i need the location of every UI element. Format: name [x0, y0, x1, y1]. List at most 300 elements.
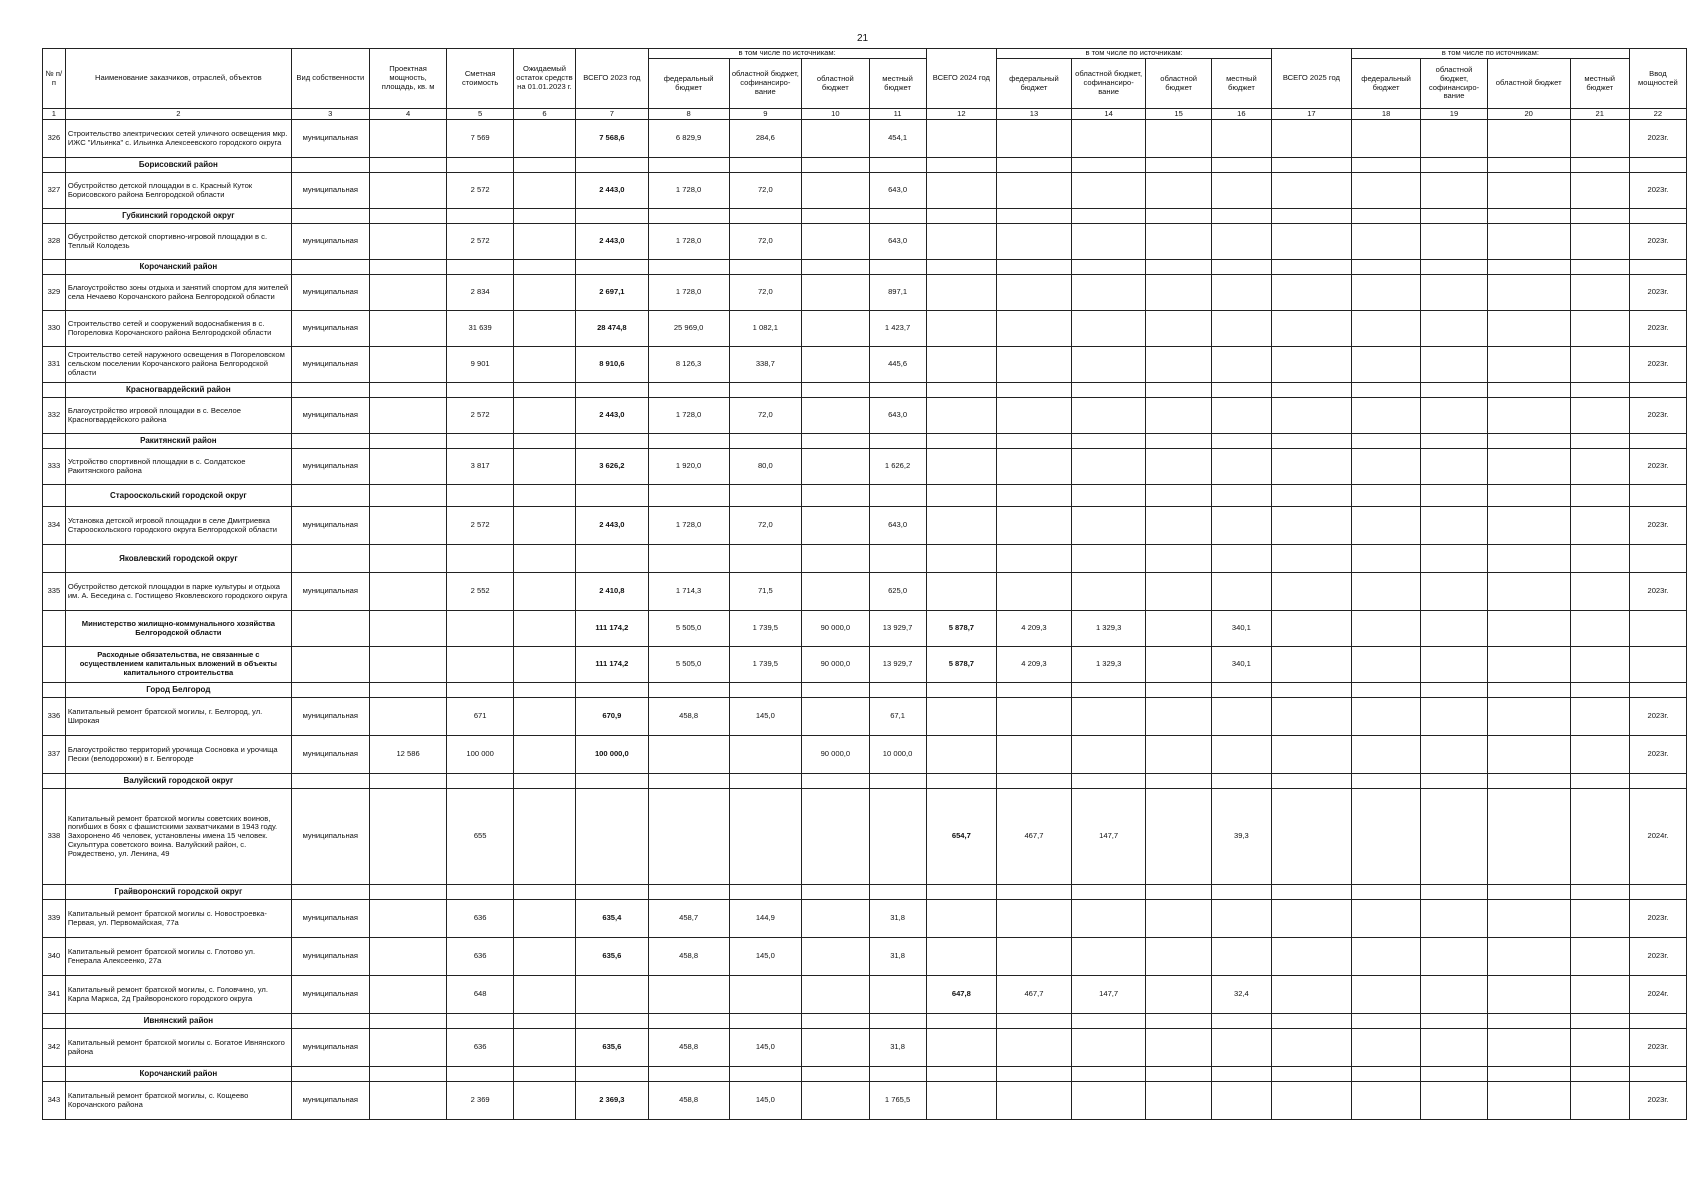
empty-cell — [1271, 1029, 1351, 1067]
empty-cell — [729, 1067, 802, 1082]
header-sources-2025: в том числе по источникам: — [1351, 49, 1629, 59]
empty-cell — [729, 383, 802, 398]
obl-2023: 90 000,0 — [802, 647, 869, 683]
object-name: Благоустройство игровой площадки в с. Веселое Красногвардейского района — [65, 398, 291, 434]
table-row — [43, 789, 1687, 885]
empty-cell — [926, 485, 997, 507]
mest-2023: 67,1 — [869, 698, 926, 736]
commission-year: 2023г. — [1629, 173, 1686, 209]
empty-cell — [1211, 485, 1271, 507]
empty-cell — [576, 383, 649, 398]
object-name: Капитальный ремонт братской могилы, с. Головчино, ул. Карла Маркса, 2д Грайворонского городского округа — [65, 976, 291, 1014]
total-2024 — [926, 347, 997, 383]
capacity — [369, 1029, 447, 1067]
obl-2024 — [1146, 647, 1211, 683]
empty-cell — [43, 260, 66, 275]
commission-year: 2023г. — [1629, 311, 1686, 347]
fed-2024 — [997, 900, 1072, 938]
empty-cell — [1629, 209, 1686, 224]
empty-cell — [1351, 573, 1420, 611]
commission-year: 2023г. — [1629, 1082, 1686, 1120]
empty-cell — [926, 545, 997, 573]
capacity: 12 586 — [369, 736, 447, 774]
header-total-2025: ВСЕГО 2025 год — [1271, 49, 1351, 109]
empty-cell — [729, 209, 802, 224]
empty-cell — [369, 647, 447, 683]
empty-cell — [926, 885, 997, 900]
empty-cell — [1421, 545, 1487, 573]
empty-cell — [1487, 120, 1570, 158]
empty-cell — [43, 774, 66, 789]
total-2023 — [576, 976, 649, 1014]
obl-cof-2023: 1 082,1 — [729, 311, 802, 347]
fed-2024 — [997, 698, 1072, 736]
empty-cell — [1421, 885, 1487, 900]
empty-cell — [369, 885, 447, 900]
object-name: Капитальный ремонт братской могилы советских воинов, погибших в боях с фашистскими захватчиками в 1943 году. Захоронено 46 человек, установлены имена 15 человек. Скульптура советского воина. Валуйский район, с. Рождествено, ул. Ленина, 49 — [65, 789, 291, 885]
fed-2023: 1 714,3 — [648, 573, 729, 611]
obl-2024 — [1146, 938, 1211, 976]
fed-2023: 458,8 — [648, 1029, 729, 1067]
obl-cof-2023 — [729, 789, 802, 885]
object-name: Установка детской игровой площадки в селе Дмитриевка Старооскольского городского округа Белгородской области — [65, 507, 291, 545]
empty-cell — [1570, 774, 1629, 789]
fed-2023: 1 920,0 — [648, 449, 729, 485]
estimate-cost: 2 572 — [447, 507, 513, 545]
row-number: 329 — [43, 275, 66, 311]
empty-cell — [447, 1067, 513, 1082]
object-name: Обустройство детской площадки в парке культуры и отдыха им. А. Беседина с. Гостищево Яковлевского городского округа — [65, 573, 291, 611]
empty-cell — [447, 485, 513, 507]
empty-cell — [1570, 683, 1629, 698]
empty-cell — [869, 885, 926, 900]
mest-2023: 10 000,0 — [869, 736, 926, 774]
empty-cell — [1487, 1082, 1570, 1120]
empty-cell — [1487, 976, 1570, 1014]
empty-cell — [1629, 158, 1686, 173]
empty-cell — [648, 683, 729, 698]
ownership: муниципальная — [291, 120, 369, 158]
fed-2024 — [997, 398, 1072, 434]
total-label: Расходные обязательства, не связанные с осуществлением капитальных вложений в объекты капитального строительства — [65, 647, 291, 683]
ownership: муниципальная — [291, 698, 369, 736]
empty-cell — [1351, 449, 1420, 485]
estimate-cost: 2 572 — [447, 398, 513, 434]
empty-cell — [1487, 647, 1570, 683]
empty-cell — [648, 885, 729, 900]
header-fed-2023: федеральный бюджет — [648, 59, 729, 109]
empty-cell — [1421, 698, 1487, 736]
ownership: муниципальная — [291, 507, 369, 545]
obl-2023 — [802, 698, 869, 736]
commission-year: 2023г. — [1629, 736, 1686, 774]
total-row — [43, 611, 1687, 647]
total-2024 — [926, 173, 997, 209]
empty-cell — [1421, 611, 1487, 647]
empty-cell — [1487, 224, 1570, 260]
remainder — [513, 789, 575, 885]
empty-cell — [1146, 209, 1211, 224]
empty-cell — [1570, 976, 1629, 1014]
row-number: 341 — [43, 976, 66, 1014]
empty-cell — [1271, 158, 1351, 173]
column-number: 12 — [926, 109, 997, 120]
header-obl-cof-2024: областной бюджет, софинансиро-вание — [1071, 59, 1146, 109]
header-mest-2023: местный бюджет — [869, 59, 926, 109]
commission-year: 2023г. — [1629, 938, 1686, 976]
empty-cell — [1271, 120, 1351, 158]
empty-cell — [1570, 573, 1629, 611]
empty-cell — [648, 383, 729, 398]
obl-2023 — [802, 573, 869, 611]
row-number: 331 — [43, 347, 66, 383]
empty-cell — [1271, 1014, 1351, 1029]
empty-cell — [1487, 774, 1570, 789]
obl-cof-2023: 72,0 — [729, 507, 802, 545]
empty-cell — [1146, 885, 1211, 900]
empty-cell — [1071, 158, 1146, 173]
mest-2024: 39,3 — [1211, 789, 1271, 885]
empty-cell — [1351, 173, 1420, 209]
empty-cell — [1487, 347, 1570, 383]
empty-cell — [926, 1014, 997, 1029]
capacity — [369, 224, 447, 260]
column-number: 13 — [997, 109, 1072, 120]
remainder — [513, 1029, 575, 1067]
mest-2024: 340,1 — [1211, 647, 1271, 683]
empty-cell — [1271, 789, 1351, 885]
total-2024 — [926, 900, 997, 938]
empty-cell — [1629, 683, 1686, 698]
estimate-cost: 2 572 — [447, 224, 513, 260]
empty-cell — [1351, 1014, 1420, 1029]
empty-cell — [1211, 383, 1271, 398]
empty-cell — [1146, 683, 1211, 698]
remainder — [513, 398, 575, 434]
empty-cell — [1570, 260, 1629, 275]
empty-cell — [291, 1014, 369, 1029]
empty-cell — [1351, 311, 1420, 347]
empty-cell — [1351, 224, 1420, 260]
empty-cell — [869, 260, 926, 275]
empty-cell — [1570, 275, 1629, 311]
empty-cell — [1351, 507, 1420, 545]
empty-cell — [447, 774, 513, 789]
capacity — [369, 789, 447, 885]
remainder — [513, 698, 575, 736]
empty-cell — [1271, 976, 1351, 1014]
column-number: 6 — [513, 109, 575, 120]
empty-cell — [1421, 311, 1487, 347]
fed-2023: 5 505,0 — [648, 611, 729, 647]
empty-cell — [1570, 647, 1629, 683]
empty-cell — [869, 1014, 926, 1029]
section-row — [43, 383, 1687, 398]
fed-2024 — [997, 275, 1072, 311]
table-row — [43, 507, 1687, 545]
mest-2024 — [1211, 398, 1271, 434]
header-estimate: Сметная стоимость — [447, 49, 513, 109]
header-sources-2024: в том числе по источникам: — [997, 49, 1272, 59]
empty-cell — [1570, 1082, 1629, 1120]
empty-cell — [1271, 545, 1351, 573]
empty-cell — [1421, 1014, 1487, 1029]
fed-2024 — [997, 347, 1072, 383]
empty-cell — [447, 260, 513, 275]
empty-cell — [1421, 1029, 1487, 1067]
section-title: Корочанский район — [65, 1067, 291, 1082]
empty-cell — [513, 885, 575, 900]
empty-cell — [1421, 976, 1487, 1014]
empty-cell — [1487, 1029, 1570, 1067]
empty-cell — [1487, 507, 1570, 545]
estimate-cost: 648 — [447, 976, 513, 1014]
obl-cof-2024: 147,7 — [1071, 976, 1146, 1014]
total-2024 — [926, 120, 997, 158]
obl-cof-2023: 71,5 — [729, 573, 802, 611]
ownership: муниципальная — [291, 573, 369, 611]
empty-cell — [648, 774, 729, 789]
empty-cell — [369, 158, 447, 173]
empty-cell — [1421, 383, 1487, 398]
empty-cell — [729, 545, 802, 573]
empty-cell — [291, 260, 369, 275]
obl-cof-2024: 147,7 — [1071, 789, 1146, 885]
empty-cell — [369, 545, 447, 573]
empty-cell — [447, 383, 513, 398]
column-number: 11 — [869, 109, 926, 120]
remainder — [513, 736, 575, 774]
obl-cof-2023: 72,0 — [729, 224, 802, 260]
empty-cell — [369, 1014, 447, 1029]
empty-cell — [729, 885, 802, 900]
empty-cell — [43, 885, 66, 900]
object-name: Обустройство детской площадки в с. Красный Куток Борисовского района Белгородской области — [65, 173, 291, 209]
empty-cell — [1487, 158, 1570, 173]
empty-cell — [447, 683, 513, 698]
empty-cell — [1211, 545, 1271, 573]
empty-cell — [576, 485, 649, 507]
empty-cell — [802, 434, 869, 449]
total-2024: 5 878,7 — [926, 647, 997, 683]
empty-cell — [1421, 736, 1487, 774]
mest-2024 — [1211, 347, 1271, 383]
header-number: № п/п — [43, 49, 66, 109]
empty-cell — [926, 1067, 997, 1082]
total-2023: 2 697,1 — [576, 275, 649, 311]
empty-cell — [447, 158, 513, 173]
fed-2023: 1 728,0 — [648, 398, 729, 434]
obl-cof-2024: 1 329,3 — [1071, 611, 1146, 647]
empty-cell — [447, 647, 513, 683]
empty-cell — [1211, 774, 1271, 789]
empty-cell — [1629, 647, 1686, 683]
section-title: Борисовский район — [65, 158, 291, 173]
obl-2023 — [802, 507, 869, 545]
fed-2024 — [997, 311, 1072, 347]
ownership: муниципальная — [291, 347, 369, 383]
capacity — [369, 900, 447, 938]
empty-cell — [43, 434, 66, 449]
header-fed-2024: федеральный бюджет — [997, 59, 1072, 109]
estimate-cost: 9 901 — [447, 347, 513, 383]
empty-cell — [729, 1014, 802, 1029]
empty-cell — [1421, 224, 1487, 260]
empty-cell — [1271, 774, 1351, 789]
empty-cell — [1351, 938, 1420, 976]
total-2023: 111 174,2 — [576, 647, 649, 683]
empty-cell — [513, 1067, 575, 1082]
empty-cell — [1351, 736, 1420, 774]
obl-2024 — [1146, 900, 1211, 938]
empty-cell — [869, 383, 926, 398]
column-number: 7 — [576, 109, 649, 120]
empty-cell — [997, 683, 1072, 698]
section-row — [43, 774, 1687, 789]
remainder — [513, 275, 575, 311]
fed-2023: 5 505,0 — [648, 647, 729, 683]
empty-cell — [1570, 158, 1629, 173]
table-row — [43, 976, 1687, 1014]
ownership: муниципальная — [291, 173, 369, 209]
fed-2024 — [997, 573, 1072, 611]
fed-2023: 458,8 — [648, 698, 729, 736]
empty-cell — [1146, 774, 1211, 789]
fed-2024: 467,7 — [997, 789, 1072, 885]
empty-cell — [1351, 120, 1420, 158]
estimate-cost: 7 569 — [447, 120, 513, 158]
ownership: муниципальная — [291, 938, 369, 976]
empty-cell — [648, 485, 729, 507]
total-2024: 647,8 — [926, 976, 997, 1014]
fed-2024 — [997, 449, 1072, 485]
obl-cof-2023: 72,0 — [729, 173, 802, 209]
mest-2023: 31,8 — [869, 1029, 926, 1067]
empty-cell — [1351, 347, 1420, 383]
empty-cell — [1271, 383, 1351, 398]
section-title: Красногвардейский район — [65, 383, 291, 398]
empty-cell — [1570, 736, 1629, 774]
column-number: 16 — [1211, 109, 1271, 120]
table-row — [43, 938, 1687, 976]
empty-cell — [291, 611, 369, 647]
object-name: Строительство сетей и сооружений водоснабжения в с. Погореловка Корочанского района Белгородской области — [65, 311, 291, 347]
empty-cell — [1271, 224, 1351, 260]
empty-cell — [1421, 774, 1487, 789]
ownership: муниципальная — [291, 900, 369, 938]
commission-year: 2023г. — [1629, 120, 1686, 158]
fed-2023: 1 728,0 — [648, 275, 729, 311]
empty-cell — [1351, 260, 1420, 275]
fed-2023: 458,7 — [648, 900, 729, 938]
empty-cell — [1487, 1014, 1570, 1029]
empty-cell — [802, 1014, 869, 1029]
empty-cell — [1211, 1067, 1271, 1082]
object-name: Благоустройство территорий урочища Сосновка и урочища Пески (велодорожки) в г. Белгороде — [65, 736, 291, 774]
empty-cell — [1570, 698, 1629, 736]
empty-cell — [43, 683, 66, 698]
empty-cell — [447, 885, 513, 900]
obl-cof-2024 — [1071, 736, 1146, 774]
empty-cell — [1570, 885, 1629, 900]
remainder — [513, 120, 575, 158]
empty-cell — [1351, 885, 1420, 900]
obl-cof-2023: 284,6 — [729, 120, 802, 158]
empty-cell — [1629, 885, 1686, 900]
table-row — [43, 698, 1687, 736]
empty-cell — [997, 260, 1072, 275]
remainder — [513, 224, 575, 260]
empty-cell — [997, 885, 1072, 900]
total-2024 — [926, 736, 997, 774]
obl-2023 — [802, 449, 869, 485]
empty-cell — [1351, 383, 1420, 398]
column-number: 22 — [1629, 109, 1686, 120]
empty-cell — [1071, 383, 1146, 398]
empty-cell — [802, 158, 869, 173]
empty-cell — [43, 158, 66, 173]
empty-cell — [1271, 900, 1351, 938]
obl-cof-2024 — [1071, 120, 1146, 158]
column-number: 1 — [43, 109, 66, 120]
mest-2023: 643,0 — [869, 507, 926, 545]
empty-cell — [1421, 434, 1487, 449]
obl-cof-2023: 145,0 — [729, 1029, 802, 1067]
remainder — [513, 900, 575, 938]
empty-cell — [1487, 938, 1570, 976]
empty-cell — [291, 434, 369, 449]
table-row — [43, 311, 1687, 347]
empty-cell — [729, 158, 802, 173]
section-title: Валуйский городской округ — [65, 774, 291, 789]
obl-cof-2023: 72,0 — [729, 398, 802, 434]
empty-cell — [1271, 173, 1351, 209]
empty-cell — [1146, 260, 1211, 275]
obl-cof-2024 — [1071, 347, 1146, 383]
empty-cell — [997, 1014, 1072, 1029]
empty-cell — [1487, 209, 1570, 224]
obl-cof-2023: 145,0 — [729, 938, 802, 976]
empty-cell — [1570, 507, 1629, 545]
header-obl-cof-2023: областной бюджет, софинансиро-вание — [729, 59, 802, 109]
capacity — [369, 173, 447, 209]
empty-cell — [926, 158, 997, 173]
total-2024 — [926, 224, 997, 260]
estimate-cost: 655 — [447, 789, 513, 885]
empty-cell — [291, 383, 369, 398]
mest-2023: 1 765,5 — [869, 1082, 926, 1120]
row-number: 328 — [43, 224, 66, 260]
empty-cell — [1146, 434, 1211, 449]
mest-2023: 454,1 — [869, 120, 926, 158]
object-name: Устройство спортивной площадки в с. Солдатское Ракитянского района — [65, 449, 291, 485]
capacity — [369, 311, 447, 347]
estimate-cost: 2 369 — [447, 1082, 513, 1120]
obl-2023 — [802, 224, 869, 260]
empty-cell — [1421, 1082, 1487, 1120]
total-2023: 8 910,6 — [576, 347, 649, 383]
empty-cell — [1271, 507, 1351, 545]
empty-cell — [1570, 1029, 1629, 1067]
obl-cof-2023 — [729, 736, 802, 774]
table-row — [43, 347, 1687, 383]
empty-cell — [1271, 611, 1351, 647]
empty-cell — [369, 260, 447, 275]
total-2024: 5 878,7 — [926, 611, 997, 647]
remainder — [513, 573, 575, 611]
obl-cof-2024 — [1071, 311, 1146, 347]
empty-cell — [43, 647, 66, 683]
